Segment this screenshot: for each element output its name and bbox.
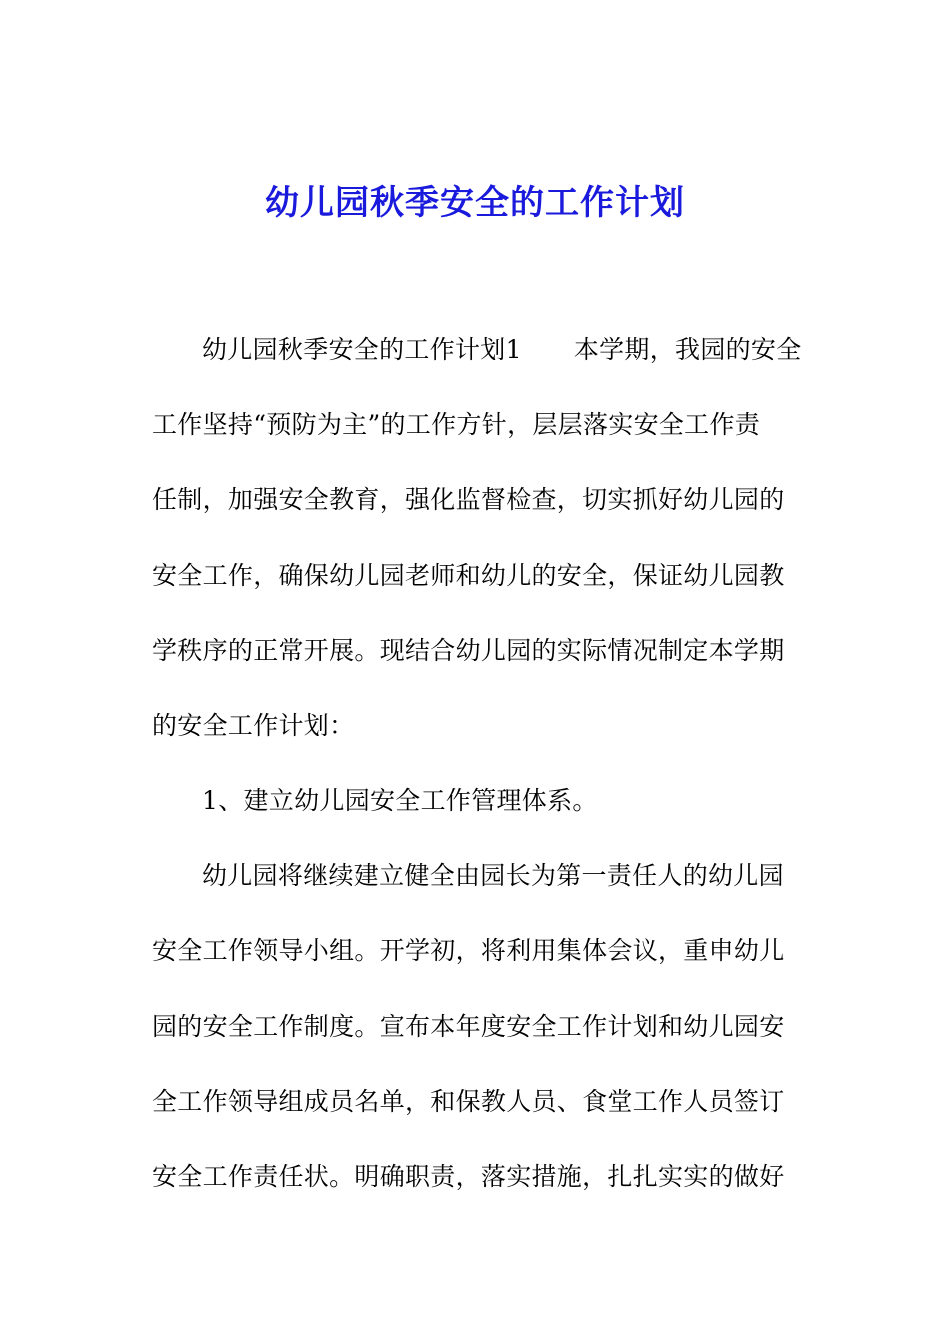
paragraph-heading: 幼儿园秋季安全的工作计划1 bbox=[202, 335, 522, 364]
paragraph-line: 学秩序的正常开展。现结合幼儿园的实际情况制定本学期 bbox=[152, 636, 785, 665]
paragraph-line: 安全工作领导小组。开学初，将利用集体会议，重申幼儿 bbox=[152, 936, 785, 965]
paragraph-line: 幼儿园将继续建立健全由园长为第一责任人的幼儿园 bbox=[202, 861, 784, 890]
paragraph-line: 园的安全工作制度。宣布本年度安全工作计划和幼儿园安 bbox=[152, 1012, 785, 1041]
paragraph-text: 本学期，我园的安全 bbox=[573, 335, 802, 364]
paragraph-line: 安全工作责任状。明确职责，落实措施，扎扎实实的做好 bbox=[152, 1162, 785, 1191]
paragraph-line: 任制，加强安全教育，强化监督检查，切实抓好幼儿园的 bbox=[152, 485, 785, 514]
paragraph-line: 全工作领导组成员名单，和保教人员、食堂工作人员签订 bbox=[152, 1087, 785, 1116]
paragraph-line: 工作坚持“预防为主”的工作方针，层层落实安全工作责 bbox=[152, 410, 761, 439]
section-heading: 1、建立幼儿园安全工作管理体系。 bbox=[202, 786, 598, 815]
document-title: 幼儿园秋季安全的工作计划 bbox=[265, 183, 685, 223]
paragraph-line bbox=[202, 330, 802, 370]
paragraph-line: 的安全工作计划： bbox=[152, 711, 355, 740]
paragraph-line: 安全工作，确保幼儿园老师和幼儿的安全，保证幼儿园教 bbox=[152, 561, 785, 590]
